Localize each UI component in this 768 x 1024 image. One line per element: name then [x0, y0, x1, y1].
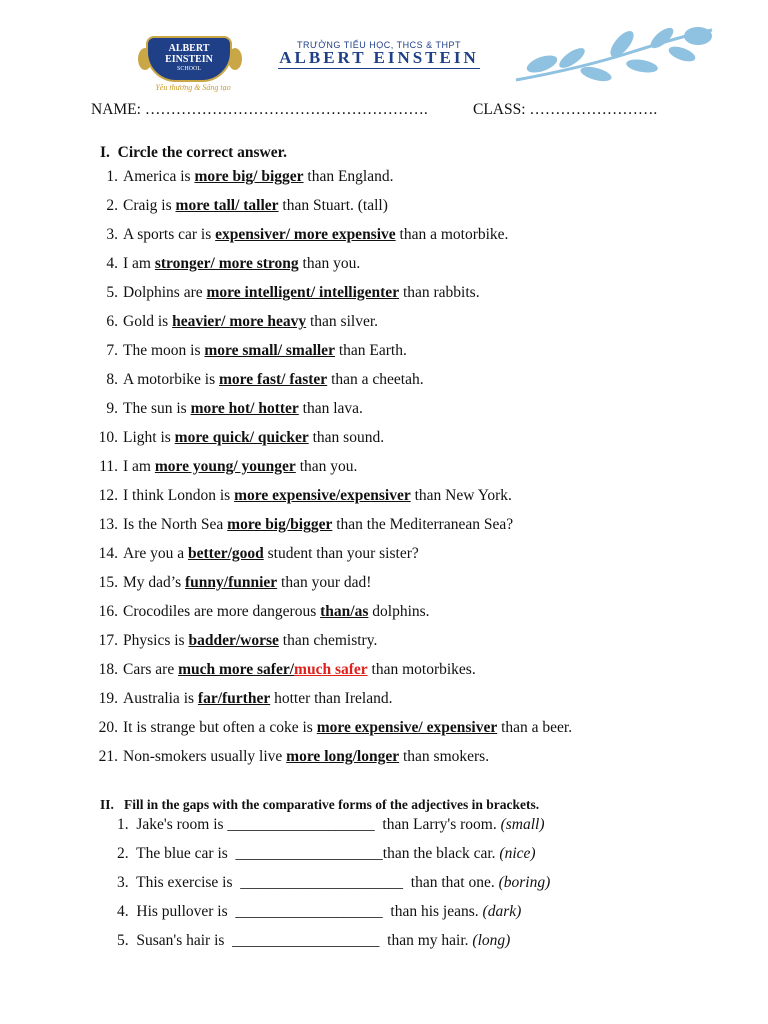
fill-gap-sentence[interactable]: Susan's hair is ___________________ than my hair.: [136, 932, 473, 949]
question-stem: Cars are: [123, 661, 179, 678]
question-number: 12.: [98, 487, 118, 504]
crest-text-3: SCHOOL: [176, 66, 201, 72]
question-ending: than your dad!: [277, 574, 372, 591]
question-ending: than you.: [295, 458, 358, 475]
question-text: [123, 486, 512, 506]
question-text: [123, 544, 419, 564]
section-2-number: II.: [100, 797, 114, 812]
question-text: [123, 747, 489, 767]
question-number: 4.: [106, 255, 118, 272]
answer-choices[interactable]: better/good: [188, 545, 264, 562]
question-number: 15.: [98, 574, 118, 591]
question-stem: I am: [123, 255, 155, 272]
section-1-title: Circle the correct answer.: [117, 144, 287, 161]
question-text: [123, 428, 384, 448]
question-number: 18.: [98, 661, 118, 678]
student-class-field[interactable]: CLASS: …………………….: [473, 101, 658, 118]
question-stem: I am: [123, 458, 155, 475]
fill-gap-sentence[interactable]: This exercise is _____________________ than that one.: [136, 874, 499, 891]
section-2-heading: [100, 797, 539, 813]
question-text: [123, 573, 371, 593]
section-1-number: I.: [100, 144, 110, 161]
school-subtitle: TRƯỜNG TIỂU HỌC, THCS & THPT: [297, 40, 461, 50]
answer-choices[interactable]: badder/worse: [188, 632, 279, 649]
question-stem: Crocodiles are more dangerous: [123, 603, 321, 620]
question-ending: than a cheetah.: [327, 371, 424, 388]
question-ending: than the Mediterranean Sea?: [332, 516, 514, 533]
question-text: [123, 341, 407, 361]
question-number: 2.: [106, 197, 118, 214]
question-number: 2.: [117, 845, 129, 862]
fill-gap-row: [117, 844, 536, 864]
question-number: 11.: [99, 458, 118, 475]
fill-gap-row: [117, 815, 545, 835]
question-ending: than sound.: [308, 429, 385, 446]
crest-text-1: ALBERT: [168, 43, 210, 54]
answer-choices[interactable]: more small/ smaller: [204, 342, 335, 359]
question-ending: hotter than Ireland.: [270, 690, 393, 707]
answer-choices[interactable]: more expensive/expensiver: [234, 487, 411, 504]
question-number: 10.: [98, 429, 118, 446]
school-name: ALBERT EINSTEIN: [279, 48, 479, 67]
question-ending: than rabbits.: [399, 284, 480, 301]
answer-choices[interactable]: more young/ younger: [154, 458, 296, 475]
leaf-8: [684, 27, 712, 45]
question-ending: than motorbikes.: [367, 661, 476, 678]
question-number: 8.: [106, 371, 118, 388]
question-stem: The moon is: [123, 342, 205, 359]
question-ending: than New York.: [410, 487, 512, 504]
question-text: [123, 196, 388, 216]
question-text: [123, 457, 357, 477]
adjective-hint: (long): [472, 932, 511, 949]
question-stem: America is: [123, 168, 195, 185]
question-stem: Physics is: [123, 632, 189, 649]
question-number: 7.: [106, 342, 118, 359]
crest-shield: [146, 36, 232, 82]
question-stem: It is strange but often a coke is: [123, 719, 317, 736]
answer-choices[interactable]: more big/bigger: [227, 516, 333, 533]
question-stem: My dad’s: [123, 574, 185, 591]
leaf-branch-decoration: [512, 22, 718, 90]
question-number: 6.: [106, 313, 118, 330]
page-header: [0, 0, 768, 100]
question-number: 21.: [98, 748, 118, 765]
question-ending: than Earth.: [334, 342, 407, 359]
question-ending: than chemistry.: [278, 632, 378, 649]
answer-choices[interactable]: funny/funnier: [185, 574, 278, 591]
question-number: 5.: [106, 284, 118, 301]
fill-gap-sentence[interactable]: Jake's room is ___________________ than Larry's room.: [136, 816, 501, 833]
answer-choices[interactable]: more tall/ taller: [175, 197, 279, 214]
adjective-hint: (nice): [499, 845, 536, 862]
answer-choices[interactable]: than/as: [320, 603, 369, 620]
answer-choices[interactable]: stronger/ more strong: [154, 255, 299, 272]
question-number: 9.: [106, 400, 118, 417]
question-ending: dolphins.: [368, 603, 430, 620]
answer-choices[interactable]: expensiver/ more expensive: [215, 226, 396, 243]
question-number: 14.: [98, 545, 118, 562]
question-number: 20.: [98, 719, 118, 736]
fill-gap-row: [117, 873, 550, 893]
crest-text-2: EINSTEIN: [165, 54, 213, 65]
question-text: [123, 660, 476, 680]
answer-choices[interactable]: far/further: [197, 690, 271, 707]
question-number: 1.: [117, 816, 129, 833]
question-ending: than silver.: [306, 313, 379, 330]
question-stem: A motorbike is: [123, 371, 220, 388]
question-stem: Non-smokers usually live: [123, 748, 287, 765]
crest-motto: Yêu thương & Sáng tạo: [155, 83, 231, 92]
question-ending: than you.: [298, 255, 361, 272]
question-number: 1.: [106, 168, 118, 185]
question-text: [123, 254, 360, 274]
school-name-block: [268, 40, 490, 69]
question-ending: than England.: [303, 168, 394, 185]
answer-choices[interactable]: more expensive/ expensiver: [316, 719, 498, 736]
question-ending: student than your sister?: [263, 545, 419, 562]
answer-choices[interactable]: more intelligent/ intelligenter: [206, 284, 400, 301]
question-text: [123, 312, 378, 332]
question-text: [123, 225, 508, 245]
question-number: 5.: [117, 932, 129, 949]
leaf-5: [625, 57, 659, 74]
question-stem: Light is: [123, 429, 175, 446]
question-number: 13.: [98, 516, 118, 533]
fill-gap-sentence[interactable]: The blue car is ___________________than the black car.: [136, 845, 500, 862]
question-ending: than lava.: [298, 400, 363, 417]
answer-choices[interactable]: more hot/ hotter: [190, 400, 299, 417]
question-stem: Craig is: [123, 197, 176, 214]
fill-gap-row: [117, 902, 521, 922]
question-stem: Australia is: [123, 690, 198, 707]
answer-choices[interactable]: more fast/ faster: [219, 371, 328, 388]
question-text: [123, 283, 480, 303]
section-1-heading: [100, 144, 287, 162]
question-number: 17.: [98, 632, 118, 649]
question-stem: Is the North Sea: [123, 516, 228, 533]
question-number: 19.: [98, 690, 118, 707]
question-number: 3.: [106, 226, 118, 243]
fill-gap-row: [117, 931, 510, 951]
question-number: 3.: [117, 874, 129, 891]
question-text: [123, 515, 513, 535]
answer-choice-highlighted[interactable]: much safer: [294, 661, 368, 678]
answer-choices[interactable]: heavier/ more heavy: [172, 313, 307, 330]
adjective-hint: (boring): [498, 874, 551, 891]
question-stem: Are you a: [123, 545, 188, 562]
answer-choices[interactable]: more quick/ quicker: [174, 429, 309, 446]
answer-choices[interactable]: more big/ bigger: [194, 168, 304, 185]
question-stem: The sun is: [123, 400, 191, 417]
question-ending: than smokers.: [399, 748, 490, 765]
question-number: 4.: [117, 903, 129, 920]
question-number: 16.: [98, 603, 118, 620]
question-ending: than Stuart. (tall): [278, 197, 388, 214]
leaf-7: [667, 44, 697, 65]
question-text: [123, 718, 572, 738]
question-stem: Dolphins are: [123, 284, 207, 301]
question-ending: than a beer.: [497, 719, 573, 736]
question-ending: than a motorbike.: [395, 226, 509, 243]
question-text: [123, 689, 392, 709]
question-stem: Gold is: [123, 313, 173, 330]
student-name-field[interactable]: NAME: ……………………………………………….: [91, 101, 428, 118]
adjective-hint: (small): [500, 816, 545, 833]
school-crest-logo: [136, 34, 250, 94]
answer-choices[interactable]: more long/longer: [286, 748, 400, 765]
school-name-rule: [278, 68, 480, 69]
answer-choices[interactable]: much more safer/: [178, 661, 295, 678]
question-text: [123, 167, 393, 187]
question-text: [123, 602, 430, 622]
question-text: [123, 399, 363, 419]
section-2-title: Fill in the gaps with the comparative forms of the adjectives in brackets.: [124, 797, 540, 812]
question-text: [123, 370, 424, 390]
question-stem: A sports car is: [123, 226, 216, 243]
question-stem: I think London is: [123, 487, 235, 504]
adjective-hint: (dark): [482, 903, 522, 920]
question-text: [123, 631, 377, 651]
fill-gap-sentence[interactable]: His pullover is ___________________ than his jeans.: [136, 903, 483, 920]
